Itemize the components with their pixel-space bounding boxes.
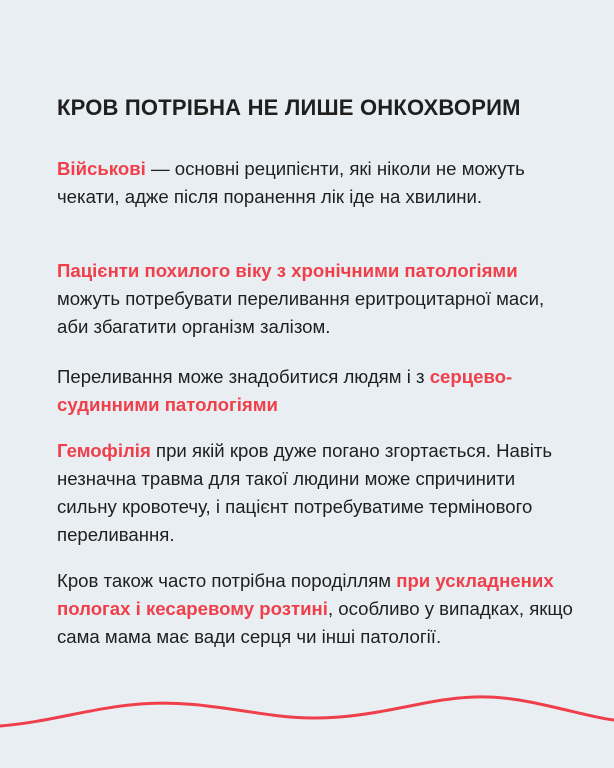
decorative-wave <box>0 680 614 768</box>
paragraph-childbirth-text-before: Кров також часто потрібна породіллям <box>57 570 397 591</box>
paragraph-hemophilia <box>57 437 577 549</box>
paragraph-cardio <box>57 363 577 419</box>
highlight-elderly: Пацієнти похилого віку з хронічними патологіями <box>57 260 518 281</box>
paragraph-military <box>57 155 577 211</box>
highlight-military: Військові <box>57 158 146 179</box>
paragraph-childbirth <box>57 567 577 651</box>
paragraph-military-text: — основні реципієнти, які ніколи не можуть чекати, адже після поранення лік іде на хвилини. <box>57 158 525 207</box>
headline: КРОВ ПОТРІБНА НЕ ЛИШЕ ОНКОХВОРИМ <box>57 95 521 120</box>
paragraph-cardio-text: Переливання може знадобитися людям і з <box>57 366 430 387</box>
wave-line <box>0 697 614 726</box>
highlight-cardio: серцево-судинними патологіями <box>57 366 513 415</box>
paragraph-hemophilia-text: при якій кров дуже погано згортається. Навіть незначна травма для такої людини може спричинити сильну кровотечу, і пацієнт потребуватиме термінового переливання. <box>57 440 553 545</box>
paragraph-elderly-text: можуть потребувати переливання еритроцитарної маси, аби збагатити організм залізом. <box>57 288 545 337</box>
paragraph-childbirth-text-after: , особливо у випадках, якщо сама мама має вади серця чи інші патології. <box>57 598 573 647</box>
highlight-hemophilia: Гемофілія <box>57 440 151 461</box>
highlight-childbirth: при ускладнених пологах і кесаревому розтині <box>57 570 554 619</box>
paragraph-elderly <box>57 257 577 341</box>
